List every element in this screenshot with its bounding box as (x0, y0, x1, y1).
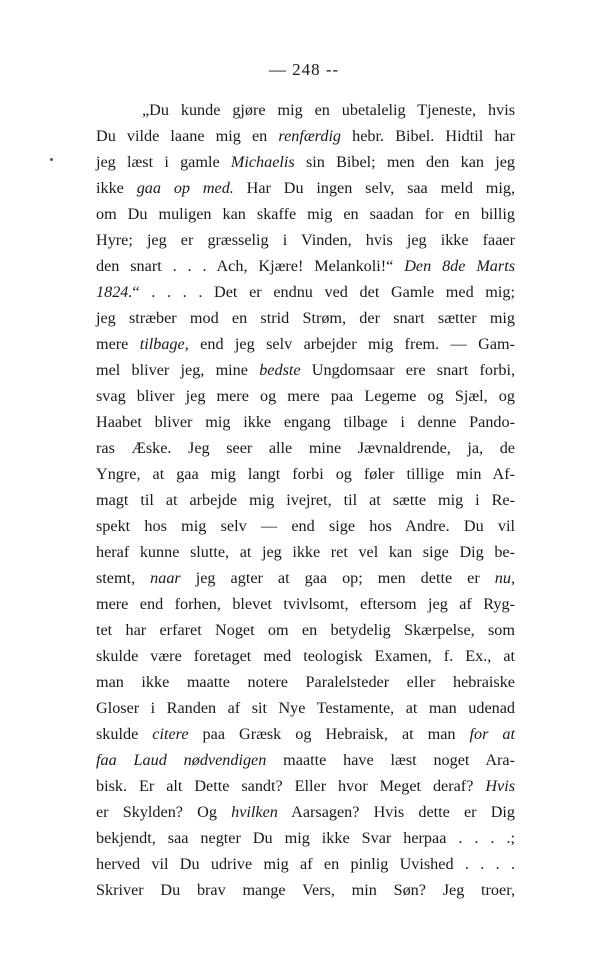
text-line (96, 305, 515, 331)
text-line (96, 487, 515, 513)
emphasized-text: Den 8de Marts (404, 257, 515, 275)
text-segment: Du vilde laane mig en (96, 127, 279, 145)
emphasized-text: citere (152, 725, 189, 743)
text-line (96, 669, 515, 695)
text-segment: „Du kunde gjøre mig en ubetalelig Tjeneste, hvis (142, 101, 515, 119)
text-segment: Ungdomsaar ere snart forbi, (300, 361, 515, 379)
text-segment: bekjendt, saa negter Du mig ikke Svar herpaa . . . .; (96, 829, 515, 847)
text-line (96, 747, 515, 773)
emphasized-text: naar (150, 569, 181, 587)
text-segment: tet har erfaret Noget om en betydelig Skærpelse, som (96, 621, 515, 639)
text-line (96, 201, 515, 227)
emphasized-text: Hvis (485, 777, 515, 795)
text-segment: end jeg selv arbejder mig frem. — Gam- (188, 335, 515, 353)
page-number: — 248 -- (268, 60, 340, 79)
text-segment: magt til at arbejde mig ivejret, til at sætte mig i Re- (96, 491, 515, 509)
text-segment: Har Du ingen selv, saa meld mig, (233, 179, 515, 197)
emphasized-text: faa Laud nødvendigen (96, 751, 267, 769)
text-segment: Haabet bliver mig ikke engang tilbage i denne Pando- (96, 413, 515, 431)
text-segment: ikke (96, 179, 137, 197)
text-line (96, 773, 515, 799)
emphasized-text: for at (469, 725, 516, 743)
text-line (96, 409, 515, 435)
text-segment: Yngre, at gaa mig langt forbi og føler tillige min Af- (96, 465, 515, 483)
text-segment: spekt hos mig selv — end sige hos Andre. Du vil (96, 517, 515, 535)
text-segment: herved vil Du udrive mig af en pinlig Uvished . . . . (96, 855, 515, 873)
text-line (96, 565, 515, 591)
text-line (96, 331, 515, 357)
text-line (96, 539, 515, 565)
text-segment: skulde være foretaget med teologisk Examen, f. Ex., at (96, 647, 515, 665)
emphasized-text: gaa op med. (136, 179, 234, 197)
text-segment: svag bliver jeg mere og mere paa Legeme og Sjæl, og (96, 387, 515, 405)
text-segment: jeg læst i gamle (96, 153, 231, 171)
text-segment: maatte have læst noget Ara- (266, 751, 515, 769)
text-line (96, 279, 515, 305)
text-line (96, 123, 515, 149)
body-text (96, 97, 515, 903)
text-segment: “ . . . . Det er endnu ved det Gamle med mig; (132, 283, 515, 301)
text-segment: om Du muligen kan skaffe mig en saadan for en billig (96, 205, 515, 223)
text-line (96, 149, 515, 175)
text-line (96, 357, 515, 383)
text-segment: man ikke maatte notere Paralelsteder eller hebraiske (96, 673, 515, 691)
text-line (96, 643, 515, 669)
emphasized-text: 1824. (96, 283, 133, 301)
text-segment: bisk. Er alt Dette sandt? Eller hvor Meget deraf? (96, 777, 486, 795)
text-segment: Gloser i Randen af sit Nye Testamente, at man udenad (96, 699, 515, 717)
text-segment: hebr. Bibel. Hidtil har (341, 127, 515, 145)
text-line (96, 591, 515, 617)
text-segment: mel bliver jeg, mine (96, 361, 260, 379)
text-line (96, 851, 515, 877)
text-line (96, 513, 515, 539)
margin-mark (50, 158, 53, 161)
text-segment: Aarsagen? Hvis dette er Dig (277, 803, 515, 821)
emphasized-text: bedste (259, 361, 301, 379)
text-line (96, 461, 515, 487)
text-line (96, 695, 515, 721)
text-line (96, 825, 515, 851)
emphasized-text: tilbage, (139, 335, 189, 353)
text-line (96, 97, 515, 123)
text-segment: mere (96, 335, 140, 353)
text-segment: heraf kunne slutte, at jeg ikke ret vel kan sige Dig be- (96, 543, 515, 561)
text-line (96, 227, 515, 253)
text-segment: jeg stræber mod en strid Strøm, der snart sætter mig (96, 309, 515, 327)
text-line (96, 175, 515, 201)
emphasized-text: hvilken (231, 803, 278, 821)
text-segment: ras Æske. Jeg seer alle mine Jævnaldrende, ja, de (96, 439, 515, 457)
text-line (96, 799, 515, 825)
text-line (96, 253, 515, 279)
emphasized-text: nu, (494, 569, 515, 587)
text-line (96, 383, 515, 409)
text-segment: Skriver Du brav mange Vers, min Søn? Jeg troer, (96, 881, 515, 899)
emphasized-text: Michaelis (230, 153, 295, 171)
text-line (96, 877, 515, 903)
text-line (96, 617, 515, 643)
text-segment: paa Græsk og Hebraisk, at man (188, 725, 470, 743)
text-segment: skulde (96, 725, 153, 743)
text-segment: mere end forhen, blevet tvivlsomt, eftersom jeg af Ryg- (96, 595, 515, 613)
text-line (96, 721, 515, 747)
text-segment: jeg agter at gaa op; men dette er (180, 569, 495, 587)
text-segment: sin Bibel; men den kan jeg (294, 153, 515, 171)
text-line (96, 435, 515, 461)
text-segment: Hyre; jeg er græsselig i Vinden, hvis jeg ikke faaer (96, 231, 515, 249)
emphasized-text: renfærdig (278, 127, 342, 145)
text-segment: er Skylden? Og (96, 803, 232, 821)
text-segment: den snart . . . Ach, Kjære! Melankoli!“ (96, 257, 405, 275)
text-segment: stemt, (96, 569, 151, 587)
